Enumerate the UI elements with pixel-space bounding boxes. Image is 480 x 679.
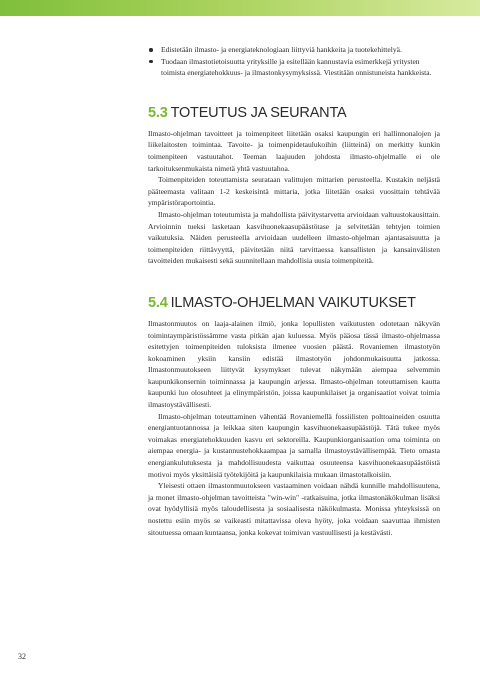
page-content — [148, 44, 440, 538]
paragraph: Ilmasto-ohjelman toteutumista ja mahdollista päivitystarvetta arvioidaan valtuustokausittain. Arvioinnin tueksi lasketaan kasvihuonekaasupäästötase ja selvitetään tehtyjen toimien vaikutuksia. Näiden perusteella arvioidaan uudelleen ilmasto-ohjelman ajantasaisuutta ja toimenpiteiden riittävyyttä, päivitetään niitä tarvittaessa kansallisten ja kansainvälisten tavoitteiden mukaisesti sekä suunnitellaan mahdollisia uusia toimenpiteitä. — [148, 209, 440, 266]
paragraph: Toimenpiteiden toteuttamista seurataan valittujen mittarien perusteella. Kustakin neljästä pääteemasta valitaan 1-2 keskeisintä mittaria, jotka liitetään osaksi vuosittain tehtävää ympäristöraportointia. — [148, 175, 440, 208]
paragraph: Ilmasto-ohjelman toteuttaminen vähentää Rovaniemellä fossiilisten polttoaineiden osuutta energiantuotannossa ja leikkaa siten kaupungin kasvihuonekaasupäästöjä. Tätä tukee myös voimakas energiatehokkuuden kasvu eri sektoreilla. Kaupunkiorganisaation oma toiminta on aiempaa energia- ja kustannustehokkaampaa ja samalla ilmastoystävällisempää. Tieto omasta energiankulutuksesta ja mahdollisuudesta vaikuttaa osuuteensa kasvihuonekaasupäästöistä motivoi myös yksittäisiä työtekijöitä ja kaupunkilaisia mukaan ilmastotalkoisiin. — [148, 411, 440, 479]
paragraph: Ilmastonmuutos on laaja-alainen ilmiö, jonka lopullisten vaikutusten odotetaan näkyvän toimintaympäristössämme vasta pitkän ajan kuluessa. Myös pääosa tässä ilmasto-ohjelmassa esitettyjen toimenpiteiden tuloksista ilmenee vuosien päästä. Rovaniemen ilmastotyön kokoaminen yksiin kansiin edistää ilmastotyön johdonmukaisuutta jatkossa. Ilmastonmuutokseen liittyvät kysymykset tulevat näkymään aiempaa selvemmin kaupunkikonsernin toiminnassa ja kaupungin arjessa. Ilmasto-ohjelman toteuttamisen kautta kaupunki luo olosuhteet ja elinympäristön, joissa kaupunkilaiset ja organisaatiot voivat toimia ilmastoystävällisesti. — [148, 318, 440, 410]
section-title: TOTEUTUS JA SEURANTA — [170, 104, 347, 121]
section-number: 5.4 — [148, 294, 168, 311]
bullet-dot-icon — [149, 48, 153, 52]
list-item — [148, 56, 440, 79]
section-heading-5-4 — [148, 294, 440, 312]
list-item — [148, 44, 440, 56]
section-number: 5.3 — [148, 104, 168, 121]
bullet-list — [148, 44, 440, 79]
paragraph: Yleisesti ottaen ilmastonmuutokseen vastaaminen voidaan nähdä kunnille mahdollisuutena, ja monet ilmasto-ohjelman tavoitteista "win-win" -ratkaisuina, jotka ilmastonäkökulman lisäksi ovat hyödyllisiä myös taloudellisesta ja sosiaalisesta näkökulmasta. Monissa yhteyksissä on nostettu esiin myös se vaikeasti mitattavissa oleva hyöty, joka voidaan saavuttaa ihmisten sitoutuessa omaan kuntaansa, jonka kokevat toimivan vastuullisesti ja kestävästi. — [148, 481, 440, 537]
bullet-text: Edistetään ilmasto- ja energiateknologiaan liittyviä hankkeita ja tuotekehittelyä. — [161, 45, 402, 54]
paragraph: Ilmasto-ohjelman tavoitteet ja toimenpiteet liitetään osaksi kaupungin eri hallinnonalojen ja liikelaitosten toimintaa. Tavoite- ja toimenpidetaulukoihin (liitteinä) on merkitty kunkin toimenpiteen vastuutahot. Teeman laajuuden johdosta ilmasto-ohjelmalle ei ole tarkoituksenmukaista nimetä yhtä vastuutahoa. — [148, 128, 440, 173]
page-number: 32 — [18, 652, 26, 661]
section-title: ILMASTO-OHJELMAN VAIKUTUKSET — [170, 294, 416, 311]
bullet-text: Tuodaan ilmastotietoisuutta yrityksille ja esitellään kannustavia esimerkkejä yritysten toimista energiatehokkuus- ja ilmastonkysymyksissä. Viestitään onnistuneista hankkeista. — [161, 56, 432, 78]
top-color-bar — [0, 0, 480, 16]
section-heading-5-3 — [148, 104, 440, 122]
bullet-dot-icon — [149, 60, 153, 64]
